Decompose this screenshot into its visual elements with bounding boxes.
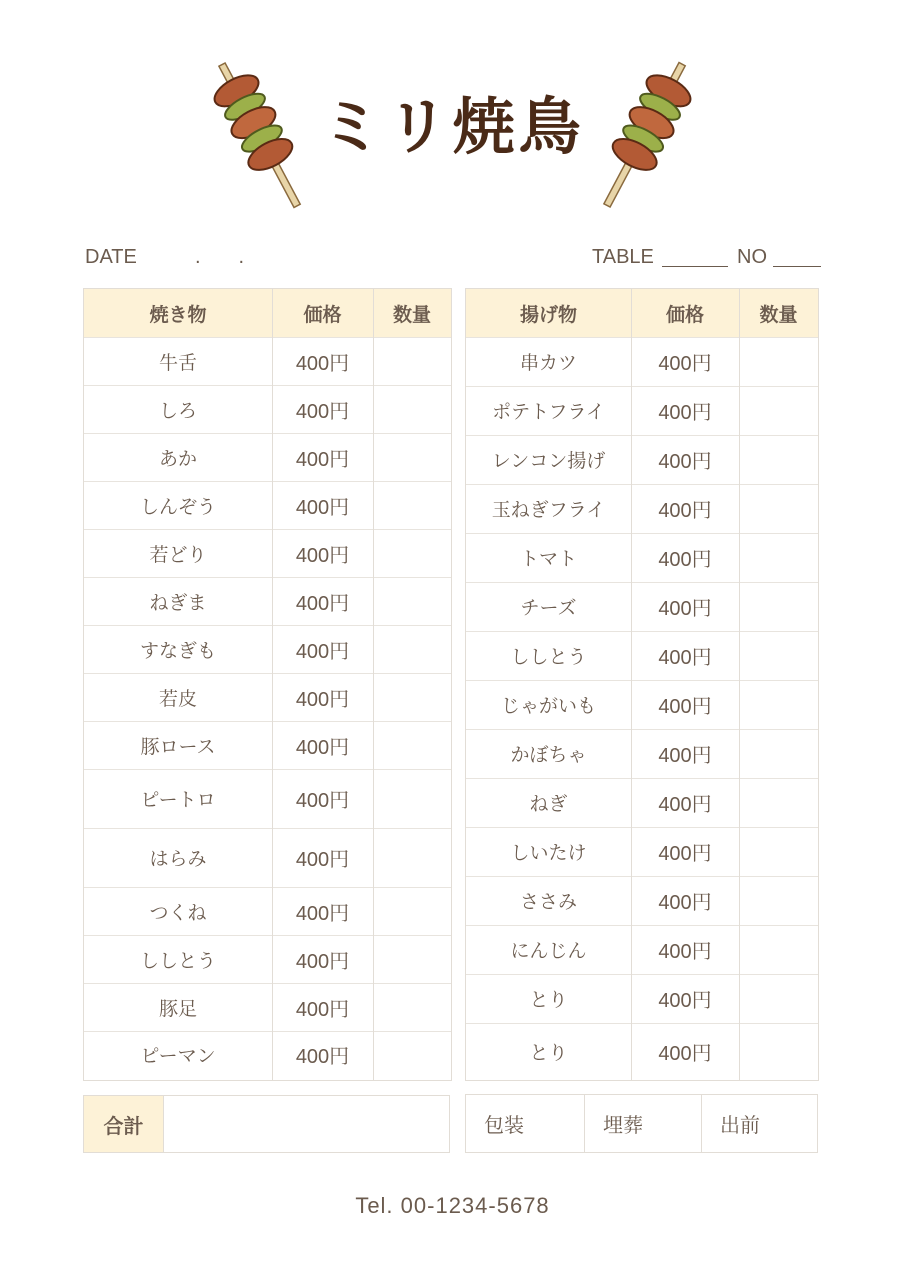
- date-label: DATE: [85, 246, 137, 268]
- column-header-price: 価格: [665, 303, 704, 326]
- column-header-item: 焼き物: [149, 303, 207, 326]
- date-separators: ..: [195, 246, 283, 268]
- menu-item-name: ピートロ: [140, 789, 216, 811]
- yakimono-table: [83, 288, 452, 1081]
- menu-item-price: 400円: [295, 849, 350, 871]
- column-header-item: 揚げ物: [519, 303, 577, 326]
- column-header-qty: 数量: [759, 303, 798, 326]
- menu-item-price: 400円: [295, 400, 350, 423]
- menu-item-price: 400円: [658, 990, 712, 1012]
- table-label: TABLE: [592, 246, 654, 268]
- menu-item-name: しいたけ: [510, 842, 587, 864]
- quantity-field[interactable]: [373, 983, 451, 1031]
- menu-item-price: 400円: [658, 941, 712, 963]
- quantity-field[interactable]: [373, 625, 451, 673]
- quantity-field[interactable]: [373, 433, 451, 481]
- menu-item-name: とり: [529, 1042, 568, 1064]
- quantity-field[interactable]: [739, 631, 818, 680]
- menu-item-name: しんぞう: [139, 495, 216, 518]
- menu-header: [0, 55, 905, 220]
- quantity-field[interactable]: [373, 385, 451, 433]
- menu-item-name: 牛舌: [158, 351, 197, 374]
- menu-item-price: 400円: [658, 843, 712, 865]
- phone-number: Tel. 00-1234-5678: [355, 1193, 550, 1218]
- menu-item-price: 400円: [658, 451, 712, 473]
- menu-item-price: 400円: [295, 736, 350, 759]
- yakitori-skewer-icon: [585, 55, 705, 215]
- quantity-field[interactable]: [739, 484, 818, 533]
- quantity-field[interactable]: [739, 533, 818, 582]
- shop-title: ミリ焼鳥: [320, 90, 585, 163]
- menu-item-price: 400円: [658, 598, 712, 620]
- quantity-field[interactable]: [739, 680, 818, 729]
- menu-item-price: 400円: [658, 549, 712, 571]
- menu-item-price: 400円: [658, 647, 712, 669]
- quantity-field[interactable]: [373, 721, 451, 769]
- menu-item-name: ししとう: [510, 646, 587, 668]
- menu-item-name: ポテトフライ: [492, 401, 605, 423]
- quantity-field[interactable]: [373, 481, 451, 529]
- menu-item-name: ささみ: [519, 891, 577, 913]
- menu-item-price: 400円: [658, 892, 712, 914]
- menu-item-price: 400円: [295, 352, 350, 375]
- table-number-field[interactable]: [662, 266, 728, 267]
- menu-item-price: 400円: [658, 696, 712, 718]
- quantity-field[interactable]: [373, 828, 451, 887]
- menu-item-name: ししとう: [139, 949, 216, 972]
- menu-item-price: 400円: [658, 353, 712, 375]
- quantity-field[interactable]: [373, 935, 451, 983]
- menu-item-name: 豚ロース: [140, 735, 216, 758]
- menu-item-name: あか: [158, 447, 197, 470]
- quantity-field[interactable]: [739, 1023, 818, 1080]
- menu-item-price: 400円: [658, 402, 712, 424]
- menu-item-price: 400円: [295, 998, 350, 1021]
- menu-item-name: 豚足: [158, 997, 197, 1020]
- total-label: 合計: [84, 1096, 163, 1152]
- total-amount-field[interactable]: [164, 1096, 449, 1152]
- menu-item-price: 400円: [658, 794, 712, 816]
- total-box: [83, 1095, 450, 1153]
- menu-item-price: 400円: [295, 592, 350, 615]
- menu-item-name: かぼちゃ: [510, 744, 587, 766]
- menu-item-name: にんじん: [510, 940, 587, 962]
- quantity-field[interactable]: [739, 974, 818, 1023]
- quantity-field[interactable]: [739, 925, 818, 974]
- menu-item-name: とり: [529, 989, 568, 1011]
- menu-item-price: 400円: [295, 1046, 350, 1068]
- menu-item-name: ねぎ: [529, 793, 568, 815]
- menu-item-price: 400円: [295, 902, 350, 925]
- menu-item-name: 玉ねぎフライ: [491, 499, 606, 521]
- menu-item-name: チーズ: [520, 597, 577, 619]
- quantity-field[interactable]: [739, 778, 818, 827]
- menu-item-price: 400円: [658, 500, 712, 522]
- menu-item-name: 若どり: [149, 543, 207, 566]
- quantity-field[interactable]: [373, 577, 451, 625]
- menu-item-price: 400円: [295, 790, 350, 812]
- agemono-table: [465, 288, 819, 1081]
- menu-item-name: すなぎも: [139, 639, 216, 662]
- quantity-field[interactable]: [739, 337, 818, 386]
- menu-item-name: トマト: [519, 548, 577, 570]
- menu-item-price: 400円: [295, 496, 350, 519]
- menu-item-price: 400円: [295, 950, 350, 973]
- menu-item-name: ピーマン: [140, 1045, 216, 1067]
- quantity-field[interactable]: [373, 337, 451, 385]
- column-header-price: 価格: [303, 303, 342, 326]
- order-type-box: [465, 1094, 818, 1153]
- menu-item-price: 400円: [295, 544, 350, 567]
- option-burial[interactable]: 埋葬: [603, 1113, 643, 1137]
- quantity-field[interactable]: [373, 673, 451, 721]
- quantity-field[interactable]: [739, 827, 818, 876]
- menu-item-name: ねぎま: [149, 591, 207, 614]
- no-label: NO: [737, 246, 767, 268]
- quantity-field[interactable]: [373, 1031, 451, 1078]
- quantity-field[interactable]: [739, 435, 818, 484]
- quantity-field[interactable]: [739, 386, 818, 435]
- menu-item-price: 400円: [295, 640, 350, 663]
- menu-item-price: 400円: [658, 1043, 712, 1065]
- menu-item-name: 若皮: [158, 687, 197, 710]
- option-delivery[interactable]: 出前: [720, 1113, 760, 1137]
- quantity-field[interactable]: [373, 887, 451, 935]
- quantity-field[interactable]: [739, 876, 818, 925]
- quantity-field[interactable]: [373, 769, 451, 828]
- menu-item-name: つくね: [149, 901, 207, 924]
- menu-item-name: じゃがいも: [500, 695, 596, 717]
- menu-item-name: しろ: [158, 399, 197, 422]
- option-packaging[interactable]: 包装: [484, 1113, 524, 1137]
- menu-item-price: 400円: [295, 448, 350, 471]
- menu-item-name: レンコン揚げ: [491, 450, 606, 472]
- menu-item-price: 400円: [658, 745, 712, 767]
- quantity-field[interactable]: [739, 582, 818, 631]
- menu-item-price: 400円: [295, 688, 350, 711]
- order-number-field[interactable]: [773, 266, 821, 267]
- column-header-qty: 数量: [392, 303, 431, 326]
- menu-item-name: 串カツ: [519, 352, 577, 374]
- quantity-field[interactable]: [739, 729, 818, 778]
- menu-item-name: はらみ: [149, 848, 207, 870]
- quantity-field[interactable]: [373, 529, 451, 577]
